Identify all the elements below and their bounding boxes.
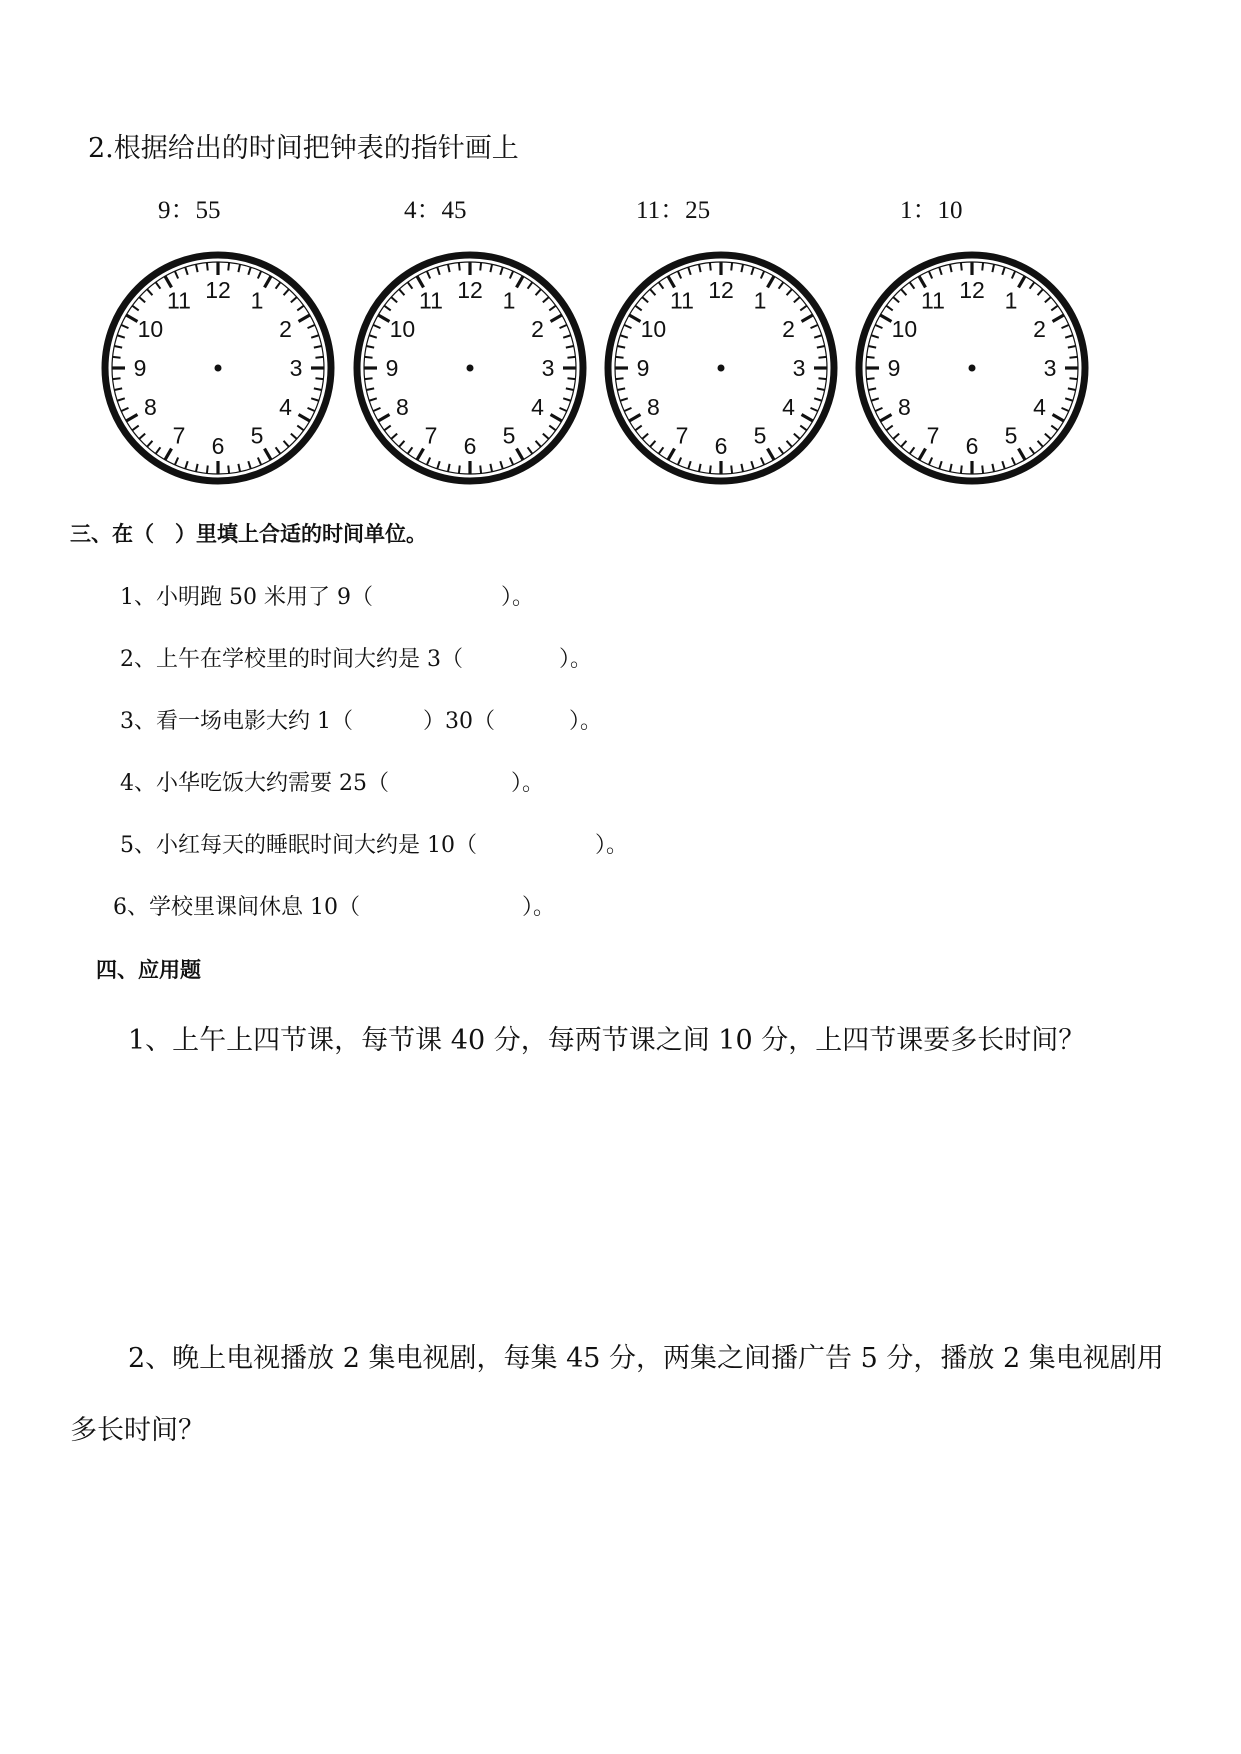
clock-number: 10	[891, 316, 918, 342]
minute-tick	[567, 357, 575, 358]
fill-item-text: ）30（	[423, 709, 495, 734]
section-3-title: 三、在（ ）里填上合适的时间单位。	[70, 522, 427, 546]
minute-tick	[982, 263, 983, 271]
clock-number: 1	[502, 287, 516, 314]
minute-tick	[731, 465, 732, 473]
clock-number: 6	[714, 433, 728, 459]
clock-number: 10	[389, 316, 416, 342]
minute-tick	[567, 378, 575, 379]
application-question-2: 2、晚上电视播放 2 集电视剧，每集 45 分，两集之间播广告 5 分，播放 2 集电视剧用	[128, 1343, 1164, 1374]
clock-center-dot	[215, 365, 222, 372]
clock-number: 9	[133, 355, 147, 381]
clock-face-3[interactable]	[603, 250, 839, 486]
minute-tick	[480, 465, 481, 473]
fill-item-text: ）。	[500, 585, 534, 610]
clock-number: 11	[419, 287, 443, 314]
clock-number: 8	[396, 394, 409, 420]
application-question-2-cont: 多长时间？	[70, 1415, 205, 1446]
clock-number: 9	[385, 355, 399, 381]
time-label-3: 11：25	[636, 197, 711, 224]
minute-tick	[616, 378, 624, 379]
clock-number: 4	[1033, 394, 1046, 420]
clock-number: 9	[887, 355, 901, 381]
question-title: 2.根据给出的时间把钟表的指针画上	[88, 133, 519, 164]
fill-item-1	[120, 580, 534, 611]
minute-tick	[982, 465, 983, 473]
fill-item-text: 1、小明跑 50 米用了 9（	[120, 585, 373, 610]
fill-item-text: 2、上午在学校里的时间大约是 3（	[120, 647, 463, 672]
minute-tick	[818, 378, 826, 379]
minute-tick	[459, 465, 460, 473]
time-label-4: 1：10	[900, 197, 963, 224]
fill-item-text: 6、学校里课间休息 10（	[113, 895, 360, 920]
clock-number: 7	[172, 422, 186, 449]
minute-tick	[207, 465, 208, 473]
minute-tick	[315, 378, 323, 379]
clock-number: 8	[144, 394, 157, 420]
time-label-1: 9：55	[158, 197, 221, 224]
clock-number: 3	[289, 355, 303, 381]
minute-tick	[315, 357, 323, 358]
minute-tick	[961, 263, 962, 271]
clock-number: 6	[211, 433, 225, 459]
fill-item-text: 4、小华吃饭大约需要 25（	[120, 771, 389, 796]
minute-tick	[710, 465, 711, 473]
section-4-title: 四、应用题	[96, 958, 201, 982]
clock-number: 10	[137, 316, 164, 342]
fill-item-text: ）。	[569, 709, 603, 734]
clock-number: 7	[424, 422, 438, 449]
clock-number: 4	[531, 394, 544, 420]
clock-number: 12	[205, 277, 231, 303]
clock-svg	[603, 250, 839, 486]
fill-item-6	[113, 890, 555, 921]
clock-number: 2	[782, 316, 795, 342]
fill-item-3	[120, 704, 602, 735]
clock-center-dot	[467, 365, 474, 372]
clock-center-dot	[718, 365, 725, 372]
clock-face-4[interactable]	[854, 250, 1090, 486]
minute-tick	[207, 263, 208, 271]
clock-number: 7	[675, 422, 689, 449]
fill-item-text: 5、小红每天的睡眠时间大约是 10（	[120, 833, 477, 858]
clock-number: 1	[250, 287, 264, 314]
minute-tick	[480, 263, 481, 271]
clock-number: 5	[502, 422, 516, 449]
clock-svg	[100, 250, 336, 486]
clock-number: 11	[670, 287, 694, 314]
clock-number: 1	[753, 287, 767, 314]
minute-tick	[731, 263, 732, 271]
clock-number: 8	[647, 394, 660, 420]
minute-tick	[113, 378, 121, 379]
clock-number: 10	[640, 316, 667, 342]
clock-number: 3	[792, 355, 806, 381]
clock-number: 12	[457, 277, 483, 303]
clock-number: 7	[926, 422, 940, 449]
minute-tick	[228, 465, 229, 473]
clock-number: 12	[959, 277, 985, 303]
clock-number: 5	[250, 422, 264, 449]
minute-tick	[867, 357, 875, 358]
fill-item-text: ）。	[522, 895, 556, 920]
fill-item-5	[120, 828, 628, 859]
clock-svg	[352, 250, 588, 486]
minute-tick	[818, 357, 826, 358]
clock-number: 1	[1004, 287, 1018, 314]
clock-number: 6	[463, 433, 477, 459]
clock-center-dot	[969, 365, 976, 372]
clock-number: 9	[636, 355, 650, 381]
clock-number: 3	[1043, 355, 1057, 381]
application-question-1: 1、上午上四节课，每节课 40 分，每两节课之间 10 分，上四节课要多长时间？	[128, 1025, 1086, 1056]
fill-item-text: 3、看一场电影大约 1（	[120, 709, 353, 734]
fill-item-text: ）。	[595, 833, 629, 858]
clock-number: 2	[1033, 316, 1046, 342]
minute-tick	[228, 263, 229, 271]
clock-number: 8	[898, 394, 911, 420]
clock-number: 5	[1004, 422, 1018, 449]
clock-face-2[interactable]	[352, 250, 588, 486]
minute-tick	[113, 357, 121, 358]
clock-number: 12	[708, 277, 734, 303]
clock-number: 6	[965, 433, 979, 459]
minute-tick	[867, 378, 875, 379]
clock-number: 4	[279, 394, 292, 420]
minute-tick	[961, 465, 962, 473]
time-label-2: 4：45	[404, 197, 467, 224]
clock-number: 2	[279, 316, 292, 342]
fill-item-4	[120, 766, 544, 797]
clock-number: 11	[921, 287, 945, 314]
minute-tick	[616, 357, 624, 358]
minute-tick	[1069, 378, 1077, 379]
clock-number: 5	[753, 422, 767, 449]
clock-number: 4	[782, 394, 795, 420]
minute-tick	[365, 357, 373, 358]
minute-tick	[365, 378, 373, 379]
minute-tick	[459, 263, 460, 271]
clock-number: 11	[167, 287, 191, 314]
clock-face-1[interactable]	[100, 250, 336, 486]
clock-svg	[854, 250, 1090, 486]
fill-item-2	[120, 642, 592, 673]
clock-number: 3	[541, 355, 555, 381]
fill-item-text: ）。	[511, 771, 545, 796]
minute-tick	[710, 263, 711, 271]
fill-item-text: ）。	[559, 647, 593, 672]
minute-tick	[1069, 357, 1077, 358]
clock-number: 2	[531, 316, 544, 342]
